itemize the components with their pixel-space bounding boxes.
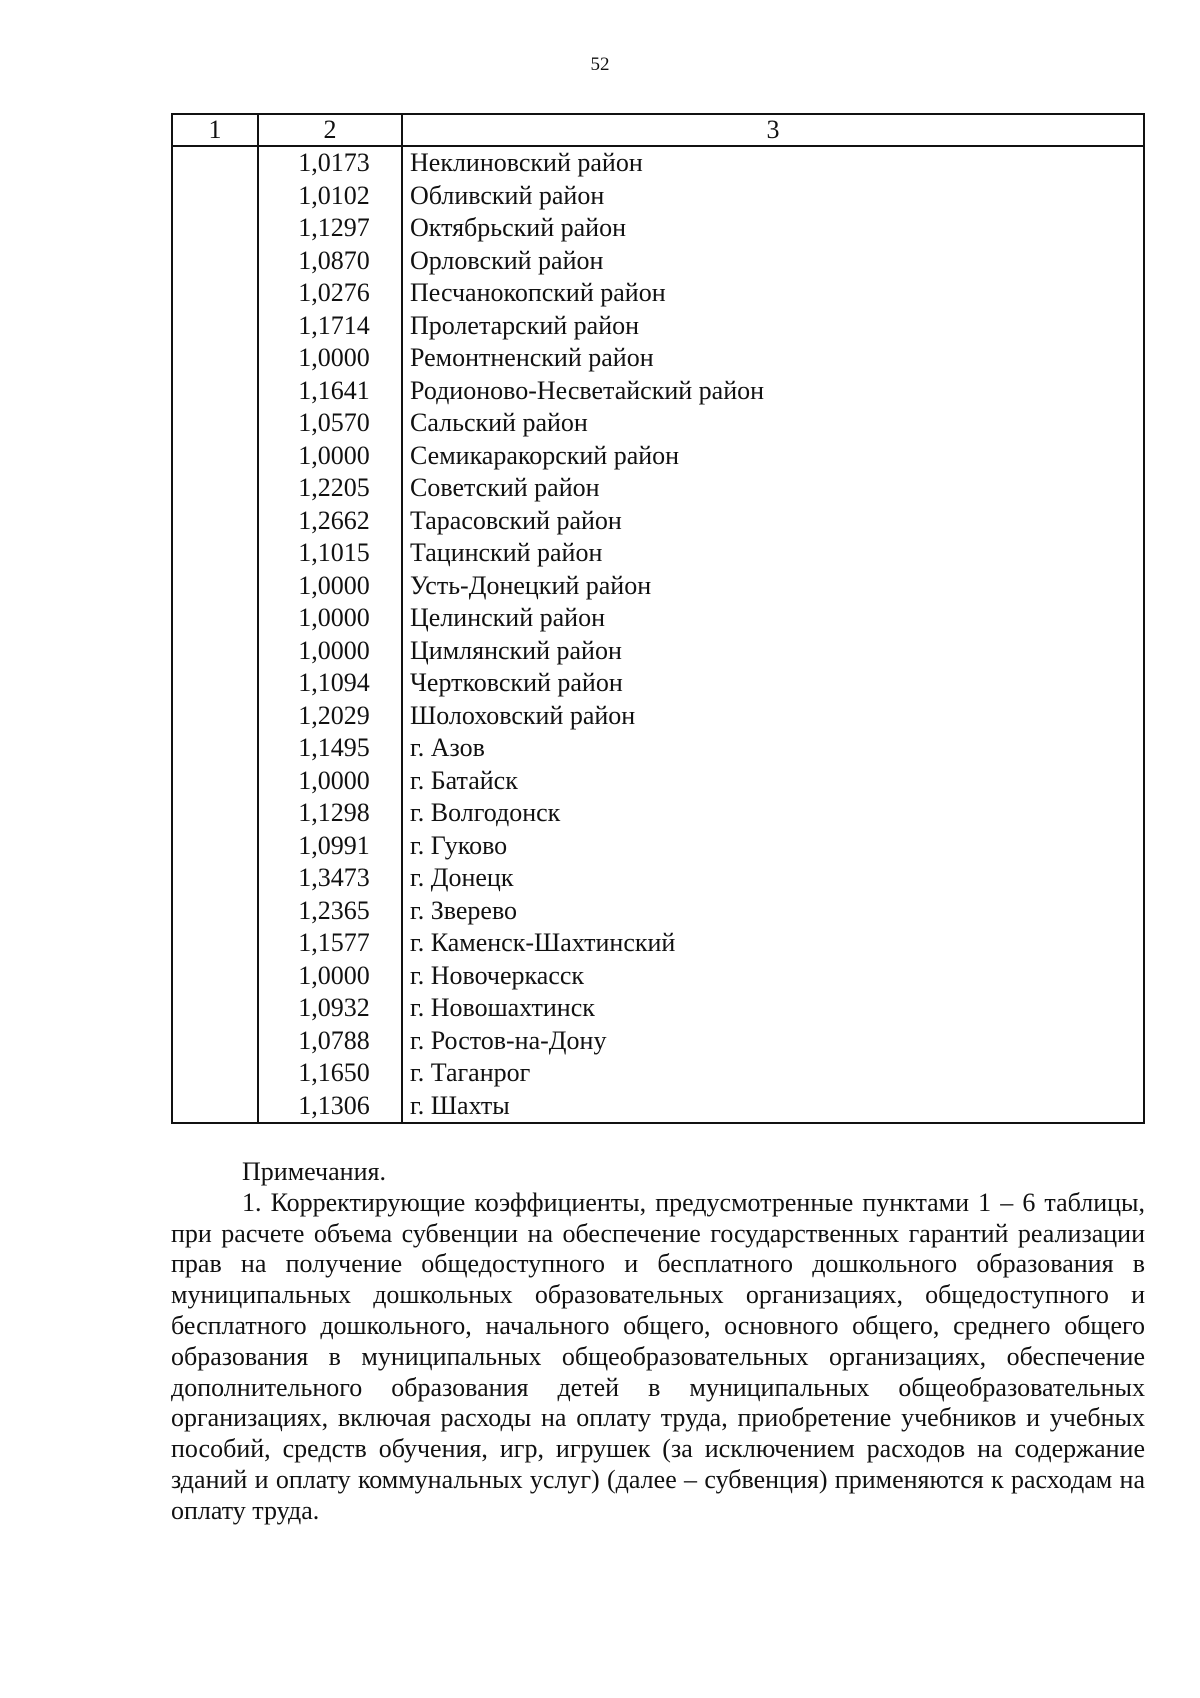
row-number-cell	[172, 602, 258, 635]
coefficient-table	[171, 113, 1145, 1124]
municipality-name: г. Новошахтинск	[402, 992, 1144, 1025]
coefficient-value: 1,0000	[298, 765, 370, 795]
coefficient-value: 1,0000	[298, 603, 370, 633]
row-number-cell	[172, 570, 258, 603]
municipality-name: г. Ростов-на-Дону	[402, 1025, 1144, 1058]
municipality-name: Чертковский район	[402, 667, 1144, 700]
coefficient-value: 1,1650	[298, 1058, 370, 1088]
coefficient-value: 1,0000	[298, 960, 370, 990]
row-number-cell	[172, 635, 258, 668]
coefficient-value: 1,0000	[298, 343, 370, 373]
table-row	[172, 472, 1144, 505]
coefficient-value: 1,1577	[298, 928, 370, 958]
coefficient-value: 1,2029	[298, 700, 370, 730]
coefficient-value: 1,3473	[298, 863, 370, 893]
row-number-cell	[172, 992, 258, 1025]
table-row	[172, 1090, 1144, 1124]
coefficient-cell	[258, 602, 402, 635]
coefficient-cell	[258, 830, 402, 863]
table-row	[172, 407, 1144, 440]
coefficient-cell	[258, 472, 402, 505]
table-row	[172, 862, 1144, 895]
table-row	[172, 375, 1144, 408]
table-row	[172, 1057, 1144, 1090]
table-row	[172, 505, 1144, 538]
coefficient-cell	[258, 505, 402, 538]
note-paragraph-1: 1. Корректирующие коэффициенты, предусмотренные пунктами 1 – 6 таблицы, при расчете объема субвенции на обеспечение государственных гарантий реализации прав на получение общедоступного и бесплатного дошкольного образования в муниципальных дошкольных образовательных организациях, общедоступного и бесплатного дошкольного, начального общего, основного общего, среднего общего образования в муниципальных общеобразовательных организациях, обеспечение дополнительного образования детей в муниципальных общеобразовательных организациях, включая расходы на оплату труда, приобретение учебников и учебных пособий, средств обучения, игр, игрушек (за исключением расходов на содержание зданий и оплату коммунальных услуг) (далее – субвенция) применяются к расходам на оплату труда.	[171, 1187, 1145, 1525]
row-number-cell	[172, 732, 258, 765]
coefficient-cell	[258, 765, 402, 798]
row-number-cell	[172, 927, 258, 960]
table-row	[172, 765, 1144, 798]
municipality-name: г. Батайск	[402, 765, 1144, 798]
coefficient-cell	[258, 960, 402, 993]
coefficient-cell	[258, 1025, 402, 1058]
municipality-name: г. Азов	[402, 732, 1144, 765]
coefficient-cell	[258, 700, 402, 733]
coefficient-value: 1,0276	[298, 278, 370, 308]
table-row	[172, 992, 1144, 1025]
municipality-name: Целинский район	[402, 602, 1144, 635]
row-number-cell	[172, 310, 258, 343]
row-number-cell	[172, 862, 258, 895]
table-row	[172, 797, 1144, 830]
coefficient-value: 1,1714	[298, 310, 370, 340]
table-row	[172, 146, 1144, 180]
coefficient-cell	[258, 245, 402, 278]
coefficient-value: 1,0000	[298, 440, 370, 470]
column-header-3: 3	[402, 114, 1144, 146]
coefficient-cell	[258, 797, 402, 830]
page-number: 52	[590, 54, 610, 75]
municipality-name: Тацинский район	[402, 537, 1144, 570]
coefficient-value: 1,1297	[298, 213, 370, 243]
row-number-cell	[172, 375, 258, 408]
municipality-name: г. Шахты	[402, 1090, 1144, 1124]
table-row	[172, 602, 1144, 635]
coefficient-value: 1,0932	[298, 993, 370, 1023]
coefficient-value: 1,0000	[298, 570, 370, 600]
row-number-cell	[172, 180, 258, 213]
coefficient-value: 1,1015	[298, 538, 370, 568]
coefficient-cell	[258, 375, 402, 408]
coefficient-cell	[258, 927, 402, 960]
municipality-name: г. Каменск-Шахтинский	[402, 927, 1144, 960]
row-number-cell	[172, 146, 258, 180]
coefficient-value: 1,0173	[298, 148, 370, 178]
row-number-cell	[172, 765, 258, 798]
coefficient-cell	[258, 667, 402, 700]
municipality-name: Советский район	[402, 472, 1144, 505]
table-row	[172, 277, 1144, 310]
municipality-name: г. Новочеркасск	[402, 960, 1144, 993]
row-number-cell	[172, 1057, 258, 1090]
coefficient-value: 1,0870	[298, 245, 370, 275]
row-number-cell	[172, 700, 258, 733]
row-number-cell	[172, 960, 258, 993]
municipality-name: Ремонтненский район	[402, 342, 1144, 375]
coefficient-cell	[258, 440, 402, 473]
table-row	[172, 830, 1144, 863]
municipality-name: г. Донецк	[402, 862, 1144, 895]
coefficient-cell	[258, 212, 402, 245]
coefficient-cell	[258, 277, 402, 310]
coefficient-value: 1,1298	[298, 798, 370, 828]
coefficient-value: 1,0788	[298, 1025, 370, 1055]
table-row	[172, 212, 1144, 245]
municipality-name: Шолоховский район	[402, 700, 1144, 733]
coefficient-value: 1,0000	[298, 635, 370, 665]
coefficient-cell	[258, 895, 402, 928]
row-number-cell	[172, 407, 258, 440]
row-number-cell	[172, 505, 258, 538]
municipality-name: Обливский район	[402, 180, 1144, 213]
municipality-name: Цимлянский район	[402, 635, 1144, 668]
coefficient-value: 1,1641	[298, 375, 370, 405]
municipality-name: Тарасовский район	[402, 505, 1144, 538]
coefficient-value: 1,2205	[298, 473, 370, 503]
municipality-name: Родионово-Несветайский район	[402, 375, 1144, 408]
coefficient-cell	[258, 180, 402, 213]
municipality-name: Усть-Донецкий район	[402, 570, 1144, 603]
municipality-name: Орловский район	[402, 245, 1144, 278]
municipality-name: Песчанокопский район	[402, 277, 1144, 310]
municipality-name: г. Волгодонск	[402, 797, 1144, 830]
coefficient-cell	[258, 570, 402, 603]
table-row	[172, 1025, 1144, 1058]
coefficient-cell	[258, 310, 402, 343]
table-row	[172, 310, 1144, 343]
row-number-cell	[172, 1090, 258, 1124]
coefficient-cell	[258, 862, 402, 895]
row-number-cell	[172, 895, 258, 928]
table-header-row	[172, 114, 1144, 146]
coefficient-cell	[258, 635, 402, 668]
municipality-name: г. Зверево	[402, 895, 1144, 928]
table-row	[172, 570, 1144, 603]
coefficient-cell	[258, 992, 402, 1025]
notes-section	[171, 1157, 1145, 1527]
coefficient-value: 1,1495	[298, 733, 370, 763]
municipality-name: Сальский район	[402, 407, 1144, 440]
coefficient-cell	[258, 342, 402, 375]
coefficient-cell	[258, 732, 402, 765]
coefficient-cell	[258, 407, 402, 440]
coefficient-value: 1,1094	[298, 668, 370, 698]
coefficient-value: 1,0102	[298, 180, 370, 210]
municipality-name: Пролетарский район	[402, 310, 1144, 343]
row-number-cell	[172, 212, 258, 245]
row-number-cell	[172, 797, 258, 830]
table-row	[172, 537, 1144, 570]
column-header-2: 2	[258, 114, 402, 146]
row-number-cell	[172, 667, 258, 700]
municipality-name: Семикаракорский район	[402, 440, 1144, 473]
table-row	[172, 667, 1144, 700]
coefficient-value: 1,0991	[298, 830, 370, 860]
column-header-1: 1	[172, 114, 258, 146]
coefficient-value: 1,0570	[298, 408, 370, 438]
coefficient-cell	[258, 146, 402, 180]
row-number-cell	[172, 537, 258, 570]
table-row	[172, 960, 1144, 993]
table-row	[172, 635, 1144, 668]
row-number-cell	[172, 245, 258, 278]
municipality-name: г. Таганрог	[402, 1057, 1144, 1090]
table-row	[172, 342, 1144, 375]
table-row	[172, 732, 1144, 765]
row-number-cell	[172, 277, 258, 310]
table-row	[172, 927, 1144, 960]
table-row	[172, 440, 1144, 473]
table-row	[172, 180, 1144, 213]
row-number-cell	[172, 830, 258, 863]
municipality-name: Октябрьский район	[402, 212, 1144, 245]
coefficient-cell	[258, 1090, 402, 1124]
row-number-cell	[172, 472, 258, 505]
table-row	[172, 895, 1144, 928]
row-number-cell	[172, 440, 258, 473]
municipality-name: г. Гуково	[402, 830, 1144, 863]
coefficient-cell	[258, 1057, 402, 1090]
table-row	[172, 245, 1144, 278]
row-number-cell	[172, 342, 258, 375]
coefficient-value: 1,1306	[298, 1090, 370, 1120]
coefficient-cell	[258, 537, 402, 570]
notes-title: Примечания.	[242, 1157, 386, 1186]
coefficient-value: 1,2365	[298, 895, 370, 925]
row-number-cell	[172, 1025, 258, 1058]
table-body	[172, 146, 1144, 1123]
municipality-name: Неклиновский район	[402, 146, 1144, 180]
table-row	[172, 700, 1144, 733]
coefficient-value: 1,2662	[298, 505, 370, 535]
